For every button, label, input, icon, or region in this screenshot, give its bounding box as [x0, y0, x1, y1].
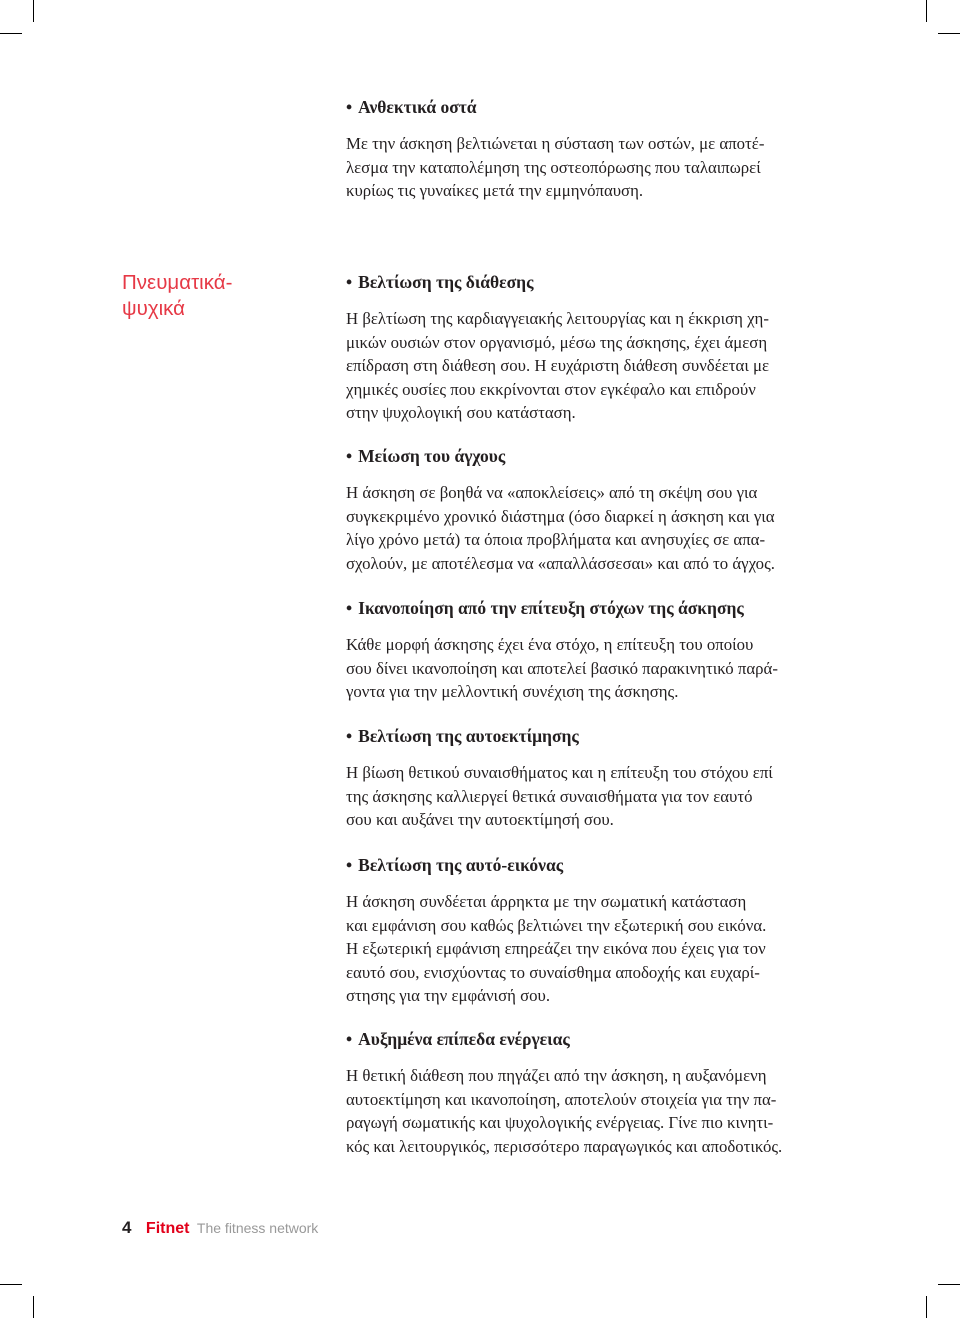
body-line: στησης για την εμφάνισή σου.	[346, 986, 551, 1006]
section-body	[346, 890, 846, 1008]
page-footer	[122, 1218, 318, 1242]
bullet-icon: •	[346, 446, 353, 466]
brand-name: Fitnet	[145, 1220, 190, 1237]
category-label	[122, 270, 282, 322]
section-heading	[346, 445, 846, 467]
bullet-icon: •	[346, 726, 353, 746]
section-heading-text: Βελτίωση της αυτό-εικόνας	[358, 855, 564, 875]
body-line: λίγο χρόνο μετά) τα όποια προβλήματα και ανησυχίες σε απα-	[346, 530, 766, 550]
body-line: σχολούν, με αποτέλεσμα να «απαλλάσσεσαι» και από το άγχος.	[346, 553, 775, 573]
body-line: Κάθε μορφή άσκησης έχει ένα στόχο, η επίτευξη του οποίου	[346, 635, 754, 654]
section-heading	[346, 271, 846, 293]
section-heading	[346, 854, 846, 876]
section-energy	[346, 1028, 846, 1158]
bullet-icon: •	[346, 1029, 353, 1049]
body-line: σου και αυξάνει την αυτοεκτίμησή σου.	[346, 810, 614, 830]
body-line: Η βελτίωση της καρδιαγγειακής λειτουργίας και η έκκριση χη-	[346, 309, 769, 328]
body-line: εαυτό σου, ενισχύοντας το συναίσθημα αποδοχής και ευχαρί-	[346, 962, 760, 982]
section-heading-text: Ικανοποίηση από την επίτευξη στόχων της άσκησης	[358, 598, 744, 618]
bullet-icon: •	[346, 272, 353, 292]
section-body	[346, 481, 846, 575]
body-line: Η θετική διάθεση που πηγάζει από την άσκηση, η αυξανόμενη	[346, 1066, 767, 1085]
category-label-line: ψυχικά	[122, 297, 185, 320]
section-body	[346, 761, 846, 832]
body-line: συγκεκριμένο χρονικό διάστημα (όσο διαρκεί η άσκηση και για	[346, 506, 775, 526]
section-mood	[346, 271, 846, 425]
body-line: Με την άσκηση βελτιώνεται η σύσταση των οστών, με αποτέ-	[346, 134, 765, 153]
section-body	[346, 307, 846, 425]
section-body	[346, 1064, 846, 1158]
section-heading-text: Ανθεκτικά οστά	[358, 97, 477, 117]
body-line: Η εξωτερική εμφάνιση επηρεάζει την εικόνα που έχεις για τον	[346, 939, 766, 959]
body-line: μικών ουσιών στον οργανισμό, μέσω της άσκησης, έχει άμεση	[346, 332, 768, 352]
crop-mark	[926, 0, 927, 22]
crop-mark	[926, 1296, 927, 1318]
body-line: Η άσκηση σε βοηθά να «αποκλείσεις» από τη σκέψη σου για	[346, 483, 758, 502]
section-strong-bones	[346, 96, 846, 203]
bullet-icon: •	[346, 97, 353, 117]
body-line: Η βίωση θετικού συναισθήματος και η επίτευξη του στόχου επί	[346, 763, 773, 782]
bullet-icon: •	[346, 855, 353, 875]
bullet-icon: •	[346, 598, 353, 618]
category-label-line: Πνευματικά-	[122, 271, 233, 294]
section-heading-text: Μείωση του άγχους	[358, 446, 506, 466]
crop-mark	[33, 0, 34, 22]
section-self-esteem	[346, 725, 846, 832]
body-line: και εμφάνιση σου καθώς βελτιώνει την εξωτερική σου εικόνα.	[346, 915, 767, 935]
brand-tagline: The fitness network	[196, 1220, 319, 1236]
section-heading-text: Βελτίωση της αυτοεκτίμησης	[358, 726, 579, 746]
body-line: λεσμα την καταπολέμηση της οστεοπόρωσης που ταλαιπωρεί	[346, 157, 761, 177]
section-body	[346, 132, 846, 203]
body-line: στην ψυχολογική σου κατάσταση.	[346, 403, 576, 423]
section-heading	[346, 1028, 846, 1050]
crop-mark	[0, 33, 22, 34]
section-heading	[346, 96, 846, 118]
body-line: επίδραση στη διάθεση σου. Η ευχάριστη διάθεση συνδέεται με	[346, 356, 770, 376]
crop-mark	[938, 1284, 960, 1285]
crop-mark	[33, 1296, 34, 1318]
body-line: σου δίνει ικανοποίηση και αποτελεί βασικό παρακινητικό παρά-	[346, 658, 778, 678]
body-line: χημικές ουσίες που εκκρίνονται στον εγκέφαλο και επιδρούν	[346, 379, 756, 399]
crop-mark	[0, 1284, 22, 1285]
body-line: κυρίως τις γυναίκες μετά την εμμηνόπαυση.	[346, 181, 644, 201]
body-line: γοντα για την μελλοντική συνέχιση της άσκησης.	[346, 682, 679, 702]
section-goal-satisfaction	[346, 597, 846, 704]
section-heading	[346, 725, 846, 747]
body-line: αυτοεκτίμηση και ικανοποίηση, αποτελούν στοιχεία για την πα-	[346, 1089, 777, 1109]
section-body	[346, 633, 846, 704]
section-anxiety	[346, 445, 846, 575]
section-heading	[346, 597, 846, 619]
page-number: 4	[122, 1218, 132, 1237]
crop-mark	[938, 33, 960, 34]
section-heading-text: Βελτίωση της διάθεσης	[358, 272, 534, 292]
section-self-image	[346, 854, 846, 1008]
body-line: της άσκησης καλλιεργεί θετικά συναισθήματα για τον εαυτό	[346, 786, 753, 806]
body-line: Η άσκηση συνδέεται άρρηκτα με την σωματική κατάσταση	[346, 892, 747, 911]
body-line: κός και λειτουργικός, περισσότερο παραγωγικός και αποδοτικός.	[346, 1136, 783, 1156]
body-line: ραγωγή σωματικής και ψυχολογικής ενέργειας. Γίνε πιο κινητι-	[346, 1113, 774, 1133]
section-heading-text: Αυξημένα επίπεδα ενέργειας	[358, 1029, 570, 1049]
